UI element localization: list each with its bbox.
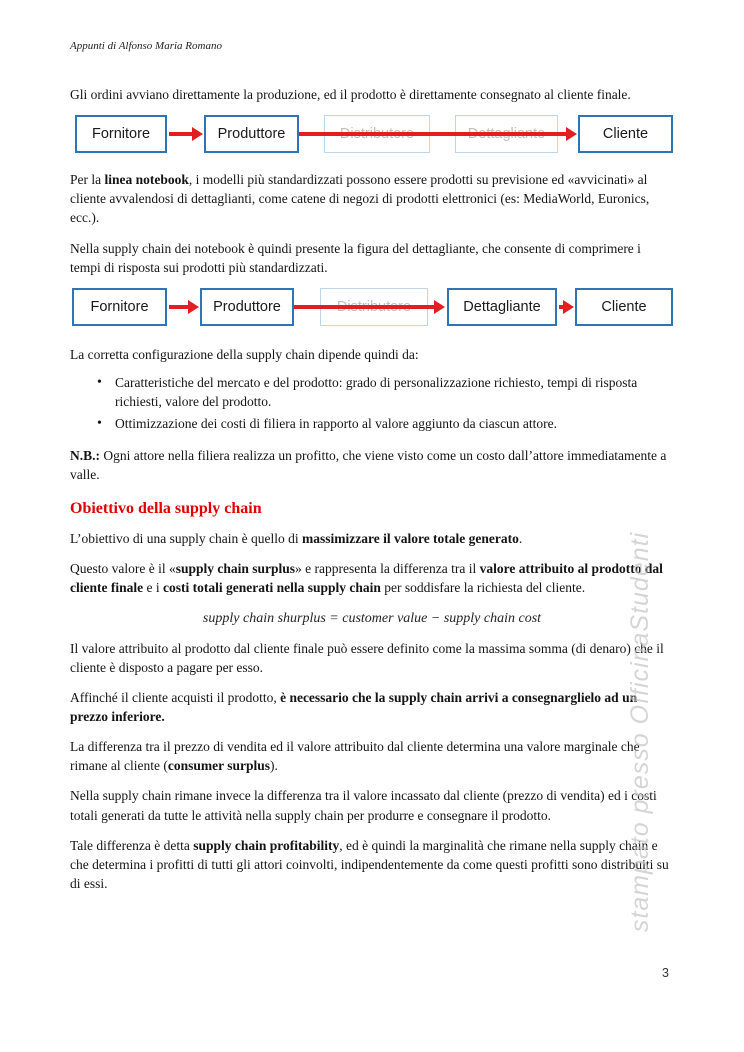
text-run: Questo valore è il « — [70, 561, 176, 577]
flow-arrow-icon — [169, 132, 193, 136]
text-run: » e rappresenta la differenza tra il — [295, 561, 480, 577]
paragraph-surplus — [70, 559, 674, 597]
node-produttore — [200, 288, 294, 326]
node-label: Fornitore — [90, 298, 149, 315]
text-run-bold: è necessario che la supply chain arrivi a consegnarglielo ad un prezzo inferiore. — [70, 689, 638, 724]
paragraph-orders: Gli ordini avviano direttamente la produzione, ed il prodotto è direttamente consegnato al cliente finale. — [70, 87, 631, 102]
paragraph-chain-margin: Nella supply chain rimane invece la differenza tra il valore incassato dal cliente (prezzo di vendita) ed i costi totali generati da tutte le attività nella supply chain per produrre e consegnare il prodotto. — [70, 788, 657, 823]
bullet-list — [70, 373, 674, 433]
text-run: L’obiettivo di una supply chain è quello di — [70, 531, 302, 547]
text-run: . — [518, 531, 523, 547]
paragraph-nb — [70, 446, 674, 484]
node-produttore — [204, 115, 299, 153]
paragraph-customer-value: Il valore attribuito al prodotto dal cliente finale può essere definito come la massima somma (di denaro) che il cliente è disposto a pagare per esso. — [70, 640, 664, 675]
text-run-bold: supply chain profitability — [193, 837, 340, 853]
node-cliente — [575, 288, 673, 326]
text-run: e i — [143, 580, 163, 596]
list-item: • Ottimizzazione dei costi di filiera in rapporto al valore aggiunto da ciascun attore. — [115, 414, 674, 433]
node-fornitore — [75, 115, 167, 153]
nb-label: N.B.: — [70, 447, 100, 463]
flow-arrow-icon — [559, 305, 564, 309]
text-run: per soddisfare la richiesta del cliente. — [380, 580, 586, 596]
text-run: Tale differenza è detta — [70, 837, 194, 853]
text-run: , i modelli più standardizzati possono essere prodotti su previsione ed «avvicinati» al cliente avvalendosi di dettaglianti, come catene di negozi di prodotti elettronici (es: MediaWorld, Euronics, ecc.). — [70, 172, 650, 226]
text-run: , ed è quindi la marginalità che rimane nella supply chain e che determina i profitti di tutti gli attori coinvolti, indipendentemente da come questi profitti sono distribuiti su di essi. — [70, 837, 669, 892]
node-label: Produttore — [213, 298, 281, 315]
surplus-formula: supply chain shurplus = customer value − supply chain cost — [202, 610, 542, 626]
flow-arrow-icon — [299, 132, 567, 136]
supply-chain-diagram-retail — [70, 288, 674, 328]
paragraph-consumer-surplus — [70, 737, 674, 775]
paragraph-notebook-line — [70, 170, 674, 227]
text-run-bold: costi totali generati nella supply chain — [162, 580, 381, 596]
text-run-bold: supply chain surplus — [175, 561, 296, 577]
node-label: Dettagliante — [463, 298, 541, 315]
text-run: La differenza tra il prezzo di vendita ed il valore attribuito dal cliente determina una valore marginale che rimane al cliente ( — [70, 739, 640, 774]
paragraph-lower-price — [70, 688, 674, 726]
node-cliente — [578, 115, 673, 153]
paragraph-profitability — [70, 836, 674, 893]
node-label: Fornitore — [91, 126, 151, 143]
text-run-bold: linea notebook — [104, 172, 189, 188]
list-item: • Caratteristiche del mercato e del prodotto: grado di personalizzazione richiesto, tempi di risposta richiesti, valore del prodotto. — [115, 373, 674, 411]
flow-arrow-icon — [294, 305, 435, 309]
node-dettagliante — [447, 288, 557, 326]
section-heading-obiettivo: Obiettivo della supply chain — [70, 499, 262, 517]
paragraph-objective — [70, 529, 674, 548]
node-fornitore — [72, 288, 167, 326]
node-label: Cliente — [601, 298, 647, 315]
text-run-bold: massimizzare il valore totale generato — [301, 531, 519, 547]
node-label: Cliente — [602, 126, 649, 143]
flow-arrow-icon — [169, 305, 189, 309]
node-label: Produttore — [217, 126, 286, 143]
text-run-bold: valore attribuito al prodotto dal cliente finale — [70, 561, 663, 596]
paragraph-notebook-chain: Nella supply chain dei notebook è quindi presente la figura del dettagliante, che consente di comprimere i tempi di risposta sui prodotti più standardizzati. — [70, 240, 641, 275]
watermark-text: stampato presso OfficinaStudenti — [626, 531, 654, 933]
text-run: Ogni attore nella filiera realizza un profitto, che viene visto come un costo dall’attore immediatamente a valle. — [70, 447, 667, 482]
text-run: Per la — [70, 172, 105, 188]
text-run-bold: consumer surplus — [167, 758, 270, 774]
page-number: 3 — [662, 966, 669, 980]
document-header: Appunti di Alfonso Maria Romano — [70, 40, 222, 52]
paragraph-configuration: La corretta configurazione della supply chain dipende quindi da: — [70, 346, 419, 362]
text-run: ). — [269, 758, 278, 774]
supply-chain-diagram-direct — [70, 115, 674, 155]
text-run: Affinché il cliente acquisti il prodotto, — [70, 689, 281, 705]
